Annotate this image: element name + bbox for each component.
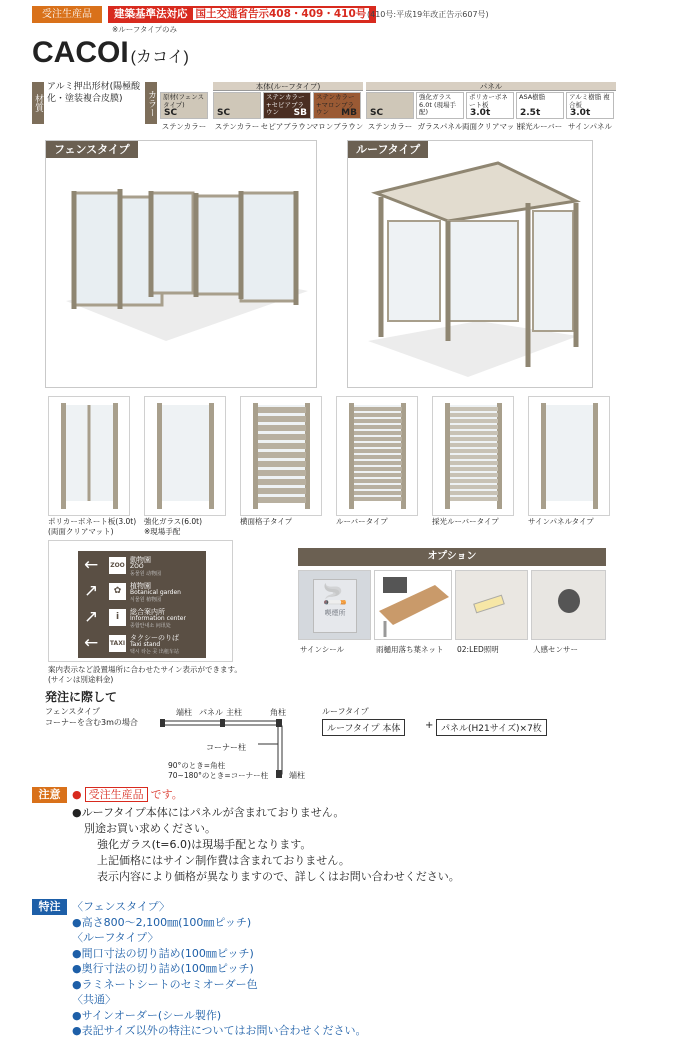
color-swatch	[366, 92, 414, 119]
sign-text-ko-zh: 식물원 植物园	[130, 597, 162, 603]
smoking-icon: 🚬	[322, 582, 348, 606]
sign-pictogram-icon: ✿	[109, 583, 126, 600]
sign-text-en: Information center	[130, 615, 186, 622]
end-post2-label: 端柱	[289, 771, 305, 780]
option-led-image	[455, 570, 528, 640]
swatch-code: SB	[293, 107, 307, 118]
special-order-line: ●間口寸法の切り詰め(100㎜ピッチ)	[72, 946, 254, 960]
roof-illustration	[348, 141, 592, 387]
color-label: カラー	[145, 82, 157, 124]
option-caption: 02:LED照明	[457, 645, 499, 654]
caption-line: ルーバータイプ	[336, 517, 388, 526]
swatch-code: SC	[164, 107, 178, 118]
product-kana: (カコイ)	[130, 49, 189, 66]
sensor-icon	[558, 589, 580, 613]
swatch-name: ステンカラー	[214, 122, 260, 131]
material-text: アルミ押出形材(陽極酸化・塗装複合皮膜)	[47, 82, 141, 104]
body-group-header: 本体(ルーフタイプ)	[213, 82, 363, 91]
fence-type-label: フェンスタイプ	[46, 141, 138, 158]
color-swatch	[516, 92, 564, 119]
swatch-top-text: アルミ樹脂 複合板	[569, 93, 610, 109]
sign-pictogram-icon: TAXI	[109, 635, 126, 652]
fence-illustration	[46, 141, 316, 387]
caution-badge: 注意	[32, 787, 67, 803]
caution-desu: です。	[150, 788, 183, 801]
option-sign-sticker-image	[298, 570, 371, 640]
swatch-code: SC	[370, 107, 384, 118]
sign-pictogram-icon: i	[109, 609, 126, 626]
sign-caption-2: (サインは別途料金)	[48, 674, 114, 684]
sign-pictogram-icon: ZOO	[109, 557, 126, 574]
sign-text-ja: 総合案内所	[130, 608, 165, 616]
sign-caption	[48, 665, 242, 684]
color-swatch	[313, 92, 361, 119]
panel-type-caption	[432, 517, 499, 527]
end-post-label: 端柱	[176, 708, 192, 717]
panel-illustration	[529, 397, 609, 515]
swatch-top-text: ポリカーボネート板	[469, 93, 508, 109]
plus-sign: +	[425, 720, 434, 731]
corner-post-label: 角柱	[270, 708, 286, 717]
sticker-text: 喫煙所	[324, 609, 346, 617]
panel-illustration	[49, 397, 129, 515]
color-swatch	[566, 92, 614, 119]
roof-type-text: ルーフタイプ	[322, 707, 369, 716]
panel-type-thumb	[144, 396, 226, 516]
swatch-top-text: ASA樹脂	[519, 93, 546, 101]
product-title	[32, 36, 189, 70]
special-order-line: 〈フェンスタイプ〉	[72, 900, 170, 913]
sign-text-ja: タクシーのりば	[130, 634, 179, 642]
fence-type-photo	[45, 140, 317, 388]
roof-type-label: ルーフタイプ	[348, 141, 428, 158]
panel-illustration	[241, 397, 321, 515]
panel-label: パネル	[199, 708, 223, 717]
panel-type-thumb	[240, 396, 322, 516]
sign-row	[78, 606, 206, 630]
option-caption: 雨樋用落ち葉ネット	[376, 645, 444, 654]
panel-illustration	[145, 397, 225, 515]
swatch-code: SC	[217, 107, 231, 118]
fence-corner-text: コーナーを含む3mの場合	[45, 718, 138, 727]
caution-line: ●ルーフタイプ本体にはパネルが含まれておりません。	[72, 806, 345, 819]
leaf-net-illustration	[375, 571, 451, 639]
caption-sub: (両面クリアマット)	[48, 526, 114, 536]
swatch-name: ステンカラー	[367, 122, 413, 131]
special-order-badge: 特注	[32, 899, 67, 915]
swatch-top-text: 原材(フェンスタイプ)	[163, 93, 205, 109]
color-swatch	[263, 92, 311, 119]
swatch-code: 3.0t	[570, 107, 591, 118]
panel-illustration	[337, 397, 417, 515]
options-header: オプション	[298, 548, 606, 566]
swatch-code: MB	[341, 107, 357, 118]
arrow-icon: ←	[84, 555, 99, 575]
swatch-top-text: ステンカラー+セピアブラウン	[266, 93, 305, 116]
sticker-plate	[313, 579, 357, 633]
caution-line: 上記価格にはサイン制作費は含まれておりません。	[97, 854, 350, 867]
roof-only-note: ※ルーフタイプのみ	[112, 25, 178, 34]
caption-line: 横面格子タイプ	[240, 517, 293, 526]
swatch-name: セピアブラウン	[260, 122, 314, 131]
caution-line: 別途お買い求めください。	[84, 822, 216, 835]
caption-line: ポリカーボネート板(3.0t)	[48, 517, 137, 526]
swatch-name: サインパネル	[568, 122, 612, 131]
special-order-line: ●サインオーダー(シール製作)	[72, 1008, 222, 1022]
sign-text-en: Botanical garden	[130, 589, 181, 596]
swatch-name: ステンカラー	[161, 122, 207, 131]
color-swatch	[466, 92, 514, 119]
sign-caption-1: 案内表示など設置場所に合わせたサイン表示ができます。	[48, 665, 242, 674]
special-order-line: 〈共通〉	[72, 993, 116, 1006]
panel-illustration	[433, 397, 513, 515]
caption-line: 強化ガラス(6.0t)	[144, 517, 202, 526]
panel-type-caption	[144, 517, 202, 536]
special-order-line: ●表記サイズ以外の特注についてはお問い合わせください。	[72, 1024, 367, 1037]
color-swatch	[160, 92, 208, 119]
option-sensor-image	[531, 570, 606, 640]
option-caption: サインシール	[300, 645, 345, 654]
arrow-icon: ↗	[84, 607, 99, 627]
panel-type-caption	[240, 517, 292, 527]
ordering-title: 発注に際して	[45, 690, 118, 704]
law-detail: 国土交通省告示408・409・410号	[192, 7, 371, 21]
panel-type-caption	[336, 517, 388, 527]
caption-line: サインパネルタイプ	[528, 517, 594, 526]
panel-type-caption	[528, 517, 594, 527]
caution-line: 強化ガラス(t=6.0)は現場手配となります。	[97, 838, 312, 851]
material-label: 材質	[32, 82, 44, 124]
caption-line: 採光ルーバータイプ	[432, 517, 499, 526]
roof-type-photo	[347, 140, 593, 388]
caution-bullet: ●	[72, 788, 82, 801]
panel-type-thumb	[48, 396, 130, 516]
arrow-icon: ↗	[84, 581, 99, 601]
sign-panel-board	[78, 551, 206, 658]
special-order-line: ●ラミネートシートのセミオーダー色	[72, 977, 258, 991]
sign-row	[78, 580, 206, 604]
color-swatch	[416, 92, 464, 119]
caption-sub: ※現場手配	[144, 526, 181, 536]
panel-type-thumb	[528, 396, 610, 516]
angle-note-1: 90°のとき=角柱	[168, 761, 226, 770]
sign-text-ja: 動物園	[130, 556, 151, 564]
building-law-tag	[108, 6, 376, 23]
roof-body-box: ルーフタイプ 本体	[322, 719, 405, 736]
swatch-top-text: ステンカラー+マロンブラウン	[316, 93, 355, 116]
option-leaf-net-image	[374, 570, 452, 640]
sign-row	[78, 554, 206, 578]
sign-text-ko-zh: 종합안내소 问讯处	[130, 623, 171, 629]
sign-text-ja: 植物園	[130, 582, 151, 590]
swatch-top-text: 強化ガラス 6.0t (現場手配)	[419, 93, 456, 116]
panel-group-header: パネル	[366, 82, 616, 91]
panel-type-thumb	[432, 396, 514, 516]
order-made-tag: 受注生産品	[32, 6, 102, 23]
swatch-name: 採光ルーバー	[517, 122, 563, 131]
led-icon	[473, 595, 505, 614]
roof-panel-box: パネル(H21サイズ)×7枚	[436, 719, 547, 736]
color-swatch	[213, 92, 261, 119]
main-post-label: 主柱	[226, 708, 242, 717]
sign-text-en: Taxi stand	[130, 641, 161, 648]
order-made-box: 受注生産品	[85, 787, 148, 802]
swatch-code: 3.0t	[470, 107, 491, 118]
corner-post2-label: コーナー柱	[206, 743, 246, 752]
swatch-name: 両面クリアマット	[462, 122, 522, 131]
product-name: CACOI	[32, 36, 129, 69]
angle-note-2: 70~180°のとき=コーナー柱	[168, 771, 269, 780]
caution-order-made	[72, 788, 183, 802]
sign-text-ko-zh: 택시 타는 곳 出租车站	[130, 649, 179, 655]
fence-type-text: フェンスタイプ	[45, 707, 100, 716]
sign-text-ko-zh: 동물원 动物园	[130, 571, 162, 577]
law-note: (410号:平成19年改正告示607号)	[367, 10, 489, 19]
special-order-line: ●奥行寸法の切り詰め(100㎜ピッチ)	[72, 962, 254, 975]
swatch-name: ガラスパネル	[417, 122, 463, 131]
special-order-line: 〈ルーフタイプ〉	[72, 931, 159, 944]
option-caption: 人感センサー	[533, 645, 578, 654]
swatch-name: マロンブラウン	[310, 122, 364, 131]
sign-row	[78, 632, 206, 656]
law-label: 建築基準法対応	[114, 8, 188, 20]
swatch-code: 2.5t	[520, 107, 541, 118]
sign-text-en: ZOO	[130, 563, 144, 570]
caution-line: 表示内容により価格が異なりますので、詳しくはお問い合わせください。	[97, 870, 460, 883]
arrow-icon: ←	[84, 633, 99, 653]
panel-type-caption	[48, 517, 136, 536]
panel-type-thumb	[336, 396, 418, 516]
special-order-line: ●高さ800～2,100㎜(100㎜ピッチ)	[72, 915, 252, 929]
